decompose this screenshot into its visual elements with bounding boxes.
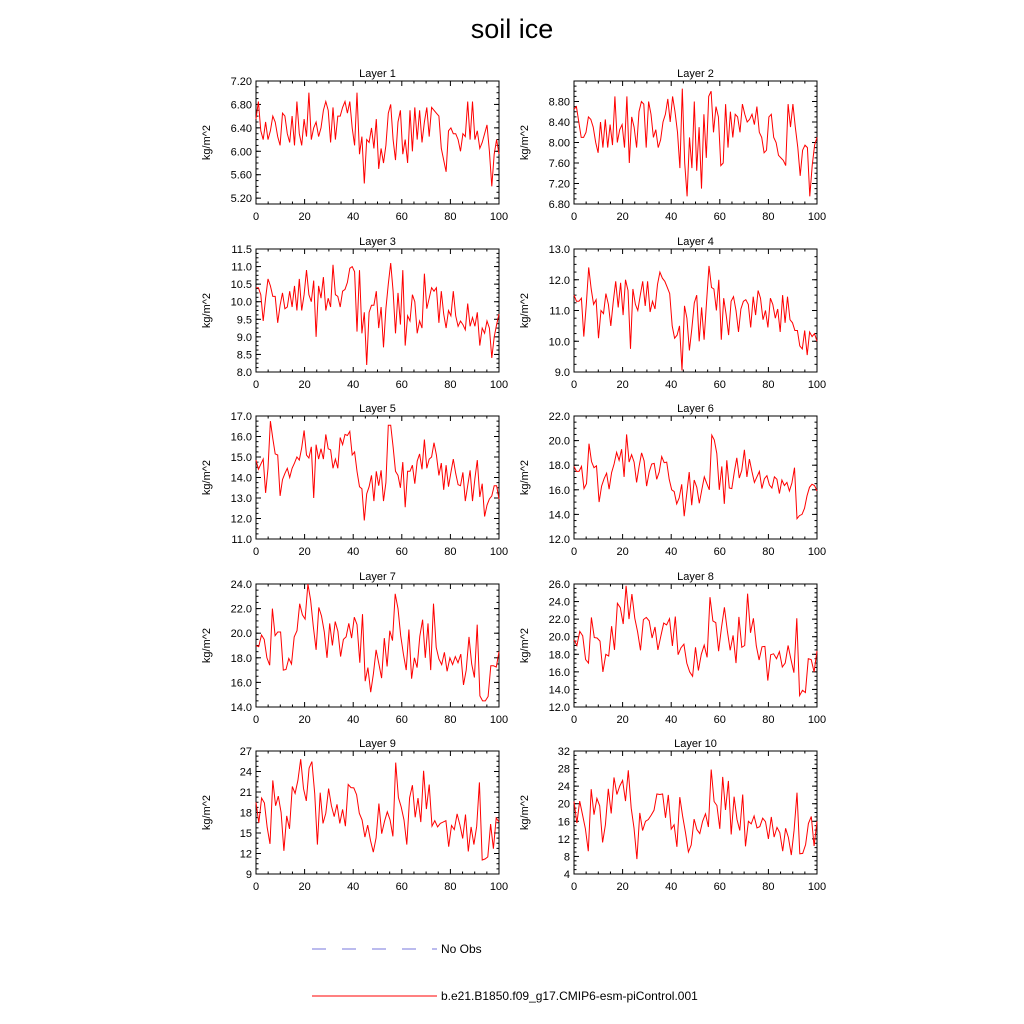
x-tick-label: 100 xyxy=(807,714,827,726)
y-tick-label: 24 xyxy=(557,781,570,794)
chart-panel xyxy=(519,403,826,558)
x-tick-label: 0 xyxy=(252,379,260,391)
panel-title: Layer 10 xyxy=(674,738,717,750)
panel-title: Layer 7 xyxy=(359,571,396,583)
y-tick-label: 18.0 xyxy=(548,649,570,662)
series-line xyxy=(256,421,499,520)
y-tick-label: 24.0 xyxy=(230,579,252,591)
x-tick-label: 40 xyxy=(665,881,678,893)
y-tick-label: 20.0 xyxy=(548,631,570,644)
y-tick-label: 12.0 xyxy=(230,513,252,526)
y-axis-label: kg/m^2 xyxy=(519,627,531,664)
chart-panel xyxy=(519,68,826,223)
x-tick-label: 100 xyxy=(489,379,509,391)
x-tick-label: 0 xyxy=(570,881,578,893)
x-tick-label: 0 xyxy=(570,379,578,391)
chart-panel xyxy=(201,571,508,726)
y-tick-label: 17.0 xyxy=(230,411,252,423)
panel-title: Layer 5 xyxy=(359,403,396,415)
panel-title: Layer 2 xyxy=(677,68,714,80)
y-tick-label: 11.0 xyxy=(549,305,570,318)
y-tick-label: 4 xyxy=(563,869,570,881)
x-tick-label: 20 xyxy=(616,546,629,558)
y-tick-label: 16 xyxy=(557,816,570,829)
series-line xyxy=(574,434,817,518)
y-tick-label: 5.20 xyxy=(230,193,252,206)
plot-frame xyxy=(574,584,817,707)
x-tick-label: 20 xyxy=(616,714,629,726)
x-tick-label: 100 xyxy=(489,881,509,893)
y-tick-label: 24.0 xyxy=(548,596,570,609)
y-tick-label: 11.5 xyxy=(231,244,252,256)
y-tick-label: 24 xyxy=(239,766,252,779)
y-tick-label: 6.40 xyxy=(230,122,252,135)
y-axis-label: kg/m^2 xyxy=(201,627,213,664)
x-tick-label: 80 xyxy=(762,379,775,391)
y-tick-label: 28 xyxy=(557,763,570,776)
y-tick-label: 32 xyxy=(557,746,570,758)
y-tick-label: 14.0 xyxy=(548,684,570,697)
y-tick-label: 18.0 xyxy=(548,460,570,473)
x-tick-label: 40 xyxy=(665,714,678,726)
x-tick-label: 80 xyxy=(762,211,775,223)
x-tick-label: 40 xyxy=(665,379,678,391)
plot-frame xyxy=(574,249,817,372)
y-tick-label: 9.0 xyxy=(554,367,570,379)
x-tick-label: 0 xyxy=(252,546,260,558)
y-tick-label: 12.0 xyxy=(548,534,570,546)
y-tick-label: 8.80 xyxy=(548,96,570,109)
y-tick-label: 16.0 xyxy=(230,431,252,444)
x-tick-label: 80 xyxy=(762,546,775,558)
y-tick-label: 27 xyxy=(239,746,252,758)
y-tick-label: 8 xyxy=(563,851,570,864)
y-tick-label: 10.0 xyxy=(548,336,570,349)
y-tick-label: 6.80 xyxy=(548,199,570,211)
x-tick-label: 0 xyxy=(252,211,260,223)
y-tick-label: 16.0 xyxy=(230,677,252,690)
y-tick-label: 12.0 xyxy=(548,274,570,287)
x-tick-label: 100 xyxy=(807,881,827,893)
y-tick-label: 9.5 xyxy=(236,314,252,327)
y-tick-label: 15 xyxy=(239,828,252,840)
chart-panel xyxy=(519,738,826,893)
y-tick-label: 8.5 xyxy=(236,349,252,362)
y-tick-label: 13.0 xyxy=(230,493,252,505)
y-axis-label: kg/m^2 xyxy=(519,124,531,161)
y-tick-label: 5.60 xyxy=(230,169,252,182)
legend-model-label: b.e21.B1850.f09_g17.CMIP6-esm-piControl.001 xyxy=(441,989,698,1003)
y-tick-label: 20.0 xyxy=(548,435,570,448)
y-tick-label: 6.00 xyxy=(230,146,252,159)
y-tick-label: 18 xyxy=(239,807,252,820)
x-tick-label: 0 xyxy=(570,714,578,726)
y-axis-label: kg/m^2 xyxy=(201,459,213,496)
y-tick-label: 8.00 xyxy=(548,137,570,150)
panel-title: Layer 8 xyxy=(677,571,714,583)
plot-frame xyxy=(574,751,817,874)
x-tick-label: 60 xyxy=(713,714,726,726)
y-tick-label: 26.0 xyxy=(548,579,570,591)
chart-panel xyxy=(519,236,826,391)
plot-frame xyxy=(256,584,499,707)
x-tick-label: 40 xyxy=(347,714,360,726)
x-tick-label: 100 xyxy=(807,546,827,558)
legend xyxy=(312,949,437,996)
y-tick-label: 11.0 xyxy=(231,534,252,546)
x-tick-label: 0 xyxy=(570,211,578,223)
x-tick-label: 80 xyxy=(444,211,457,223)
x-tick-label: 0 xyxy=(252,881,260,893)
x-tick-label: 20 xyxy=(298,881,311,893)
y-tick-label: 8.0 xyxy=(236,367,252,379)
panel-title: Layer 3 xyxy=(359,236,396,248)
x-tick-label: 60 xyxy=(713,546,726,558)
panel-title: Layer 6 xyxy=(677,403,714,415)
x-tick-label: 40 xyxy=(347,379,360,391)
chart-panel xyxy=(201,403,508,558)
y-tick-label: 7.60 xyxy=(548,158,570,170)
panel-title: Layer 1 xyxy=(359,68,396,80)
x-tick-label: 60 xyxy=(395,714,408,726)
y-tick-label: 11.0 xyxy=(231,261,252,274)
x-tick-label: 60 xyxy=(395,379,408,391)
y-axis-label: kg/m^2 xyxy=(519,794,531,831)
x-tick-label: 20 xyxy=(298,379,311,391)
y-tick-label: 18.0 xyxy=(230,652,252,665)
x-tick-label: 40 xyxy=(347,546,360,558)
plot-frame xyxy=(256,751,499,874)
y-tick-label: 16.0 xyxy=(548,666,570,679)
series-line xyxy=(574,266,817,371)
y-tick-label: 10.0 xyxy=(230,296,252,309)
y-tick-label: 7.20 xyxy=(548,178,570,191)
y-tick-label: 21 xyxy=(239,787,252,799)
y-axis-label: kg/m^2 xyxy=(519,459,531,496)
y-axis-label: kg/m^2 xyxy=(519,292,531,329)
y-tick-label: 12 xyxy=(557,833,570,846)
x-tick-label: 60 xyxy=(395,211,408,223)
y-tick-label: 14.0 xyxy=(230,472,252,485)
y-tick-label: 14.0 xyxy=(548,509,570,522)
y-tick-label: 20 xyxy=(557,798,570,811)
x-tick-label: 60 xyxy=(713,881,726,893)
series-line xyxy=(256,93,499,187)
x-tick-label: 100 xyxy=(489,546,509,558)
y-tick-label: 22.0 xyxy=(548,614,570,627)
y-axis-label: kg/m^2 xyxy=(201,794,213,831)
x-tick-label: 0 xyxy=(252,714,260,726)
x-tick-label: 100 xyxy=(807,379,827,391)
y-axis-label: kg/m^2 xyxy=(201,124,213,161)
legend-obs-label: No Obs xyxy=(441,942,482,956)
series-line xyxy=(256,584,499,701)
x-tick-label: 20 xyxy=(616,379,629,391)
y-tick-label: 12.0 xyxy=(548,702,570,714)
x-tick-label: 80 xyxy=(444,546,457,558)
x-tick-label: 80 xyxy=(444,379,457,391)
x-tick-label: 80 xyxy=(762,714,775,726)
y-tick-label: 13.0 xyxy=(548,244,570,256)
x-tick-label: 60 xyxy=(395,881,408,893)
x-tick-label: 20 xyxy=(616,211,629,223)
x-tick-label: 60 xyxy=(713,379,726,391)
x-tick-label: 80 xyxy=(762,881,775,893)
x-tick-label: 20 xyxy=(298,546,311,558)
x-tick-label: 0 xyxy=(570,546,578,558)
series-line xyxy=(574,89,817,197)
y-axis-label: kg/m^2 xyxy=(201,292,213,329)
series-line xyxy=(256,263,499,365)
series-line xyxy=(574,770,817,860)
y-tick-label: 22.0 xyxy=(548,411,570,423)
y-tick-label: 15.0 xyxy=(230,452,252,464)
x-tick-label: 40 xyxy=(665,546,678,558)
chart-panel xyxy=(201,68,508,223)
series-line xyxy=(256,759,499,860)
chart-panel xyxy=(519,571,826,726)
y-tick-label: 22.0 xyxy=(230,603,252,616)
chart-panel xyxy=(201,236,508,391)
x-tick-label: 40 xyxy=(665,211,678,223)
x-tick-label: 80 xyxy=(444,714,457,726)
x-tick-label: 40 xyxy=(347,211,360,223)
y-tick-label: 7.20 xyxy=(230,76,252,88)
panel-title: Layer 9 xyxy=(359,738,396,750)
x-tick-label: 100 xyxy=(807,211,827,223)
x-tick-label: 20 xyxy=(298,714,311,726)
y-tick-label: 6.80 xyxy=(230,99,252,112)
y-tick-label: 20.0 xyxy=(230,628,252,641)
y-tick-label: 9.0 xyxy=(236,331,252,344)
y-tick-label: 16.0 xyxy=(548,484,570,497)
panel-title: Layer 4 xyxy=(677,236,714,248)
series-line xyxy=(574,586,817,696)
x-tick-label: 100 xyxy=(489,714,509,726)
x-tick-label: 60 xyxy=(395,546,408,558)
chart-panel xyxy=(201,738,508,893)
x-tick-label: 20 xyxy=(298,211,311,223)
y-tick-label: 9 xyxy=(245,869,252,881)
x-tick-label: 100 xyxy=(489,211,509,223)
x-tick-label: 60 xyxy=(713,211,726,223)
x-tick-label: 40 xyxy=(347,881,360,893)
y-tick-label: 12 xyxy=(239,848,252,861)
y-tick-label: 10.5 xyxy=(230,279,252,292)
y-tick-label: 8.40 xyxy=(548,117,570,129)
figure-title: soil ice xyxy=(470,14,554,44)
y-tick-label: 14.0 xyxy=(230,702,252,714)
chart-panels xyxy=(201,68,826,893)
x-tick-label: 80 xyxy=(444,881,457,893)
x-tick-label: 20 xyxy=(616,881,629,893)
